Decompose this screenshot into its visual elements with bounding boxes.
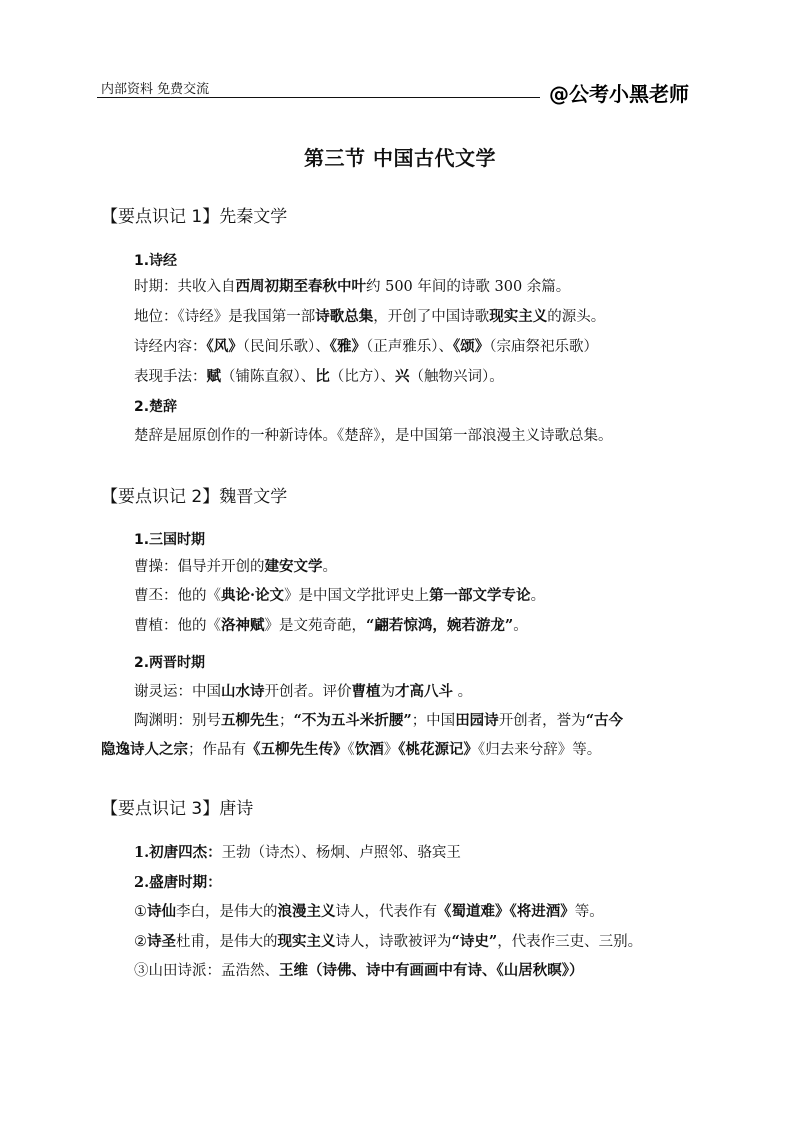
dufu-line xyxy=(134,932,642,952)
text-bold: “翩若惊鸿，婉若游龙” xyxy=(366,617,514,634)
caopi-line xyxy=(134,586,545,606)
text-bold: 洛神赋 xyxy=(221,617,265,634)
page-title: 第三节 中国古代文学 xyxy=(304,146,496,170)
text-span: 陶渊明：别号 xyxy=(134,713,221,729)
text-span: 诗经内容： xyxy=(134,339,207,355)
text-span: 杜甫，是伟大的 xyxy=(176,934,278,950)
text-span: ；中国 xyxy=(411,713,456,729)
text-span: 曹植：他的《 xyxy=(134,618,221,634)
chutang-line xyxy=(134,843,461,863)
text-bold: 兴 xyxy=(395,368,410,385)
shijing-content xyxy=(134,337,598,357)
header-author: @公考小黑老师 xyxy=(549,82,689,106)
text-span: （触物兴词）。 xyxy=(409,369,504,385)
subheading-shijing: 1.诗经 xyxy=(134,253,178,269)
text-span: 谢灵运：中国 xyxy=(134,684,221,700)
text-span: 等。 xyxy=(572,742,602,758)
caozhi-line xyxy=(134,616,528,636)
text-span: 时期：共收入自 xyxy=(134,279,236,295)
text-span: 开创者。评价 xyxy=(264,684,352,700)
shijing-period xyxy=(134,277,570,297)
text-bold: 赋 xyxy=(206,368,221,385)
text-bold: 《风》 xyxy=(206,338,243,355)
text-bold: 饮酒 xyxy=(354,741,384,758)
text-span: 约 500 年间的诗歌 300 余篇。 xyxy=(366,279,571,295)
text-bold: 西周初期至春秋中叶 xyxy=(235,278,366,295)
text-span: 》是中国文学批评史上 xyxy=(284,588,430,604)
text-span: 。 xyxy=(513,618,528,634)
text-bold: “诗史” xyxy=(451,933,498,950)
text-bold: 曹植 xyxy=(351,683,381,700)
text-bold: “古今 xyxy=(585,712,624,729)
text-span: ，代表作三吏、三别。 xyxy=(497,934,643,950)
text-bold: 现实主义 xyxy=(277,933,336,950)
text-span: 。 xyxy=(453,684,473,700)
shijing-status xyxy=(134,307,605,327)
text-bold: 诗圣 xyxy=(147,933,176,950)
text-span: ； xyxy=(279,713,294,729)
shijing-techniques xyxy=(134,367,504,387)
text-bold: 《雅》 xyxy=(329,338,366,355)
text-span: 表现手法： xyxy=(134,369,207,385)
text-span: 曹操：倡导并开创的 xyxy=(134,559,265,575)
text-span: 。 xyxy=(322,559,337,575)
text-span: 为 xyxy=(380,684,395,700)
shengtang-subheading xyxy=(134,873,222,893)
text-span: ① xyxy=(134,904,147,920)
text-bold: 1.初唐四杰： xyxy=(134,844,222,861)
text-span: （比方）、 xyxy=(329,369,395,385)
text-bold: 诗歌总集 xyxy=(315,308,374,325)
text-span: 》是文苑奇葩， xyxy=(264,618,366,634)
text-bold: 《桃花源记》 xyxy=(398,741,478,758)
subheading-sanguo: 1.三国时期 xyxy=(134,532,206,548)
subheading-chuci: 2.楚辞 xyxy=(134,399,178,415)
text-bold: 典论·论文 xyxy=(221,587,285,604)
text-bold: 诗仙 xyxy=(147,903,176,920)
text-span: 《 xyxy=(347,742,355,758)
text-bold: 隐逸诗人之宗 xyxy=(101,741,188,758)
text-span: 的源头。 xyxy=(547,309,606,325)
text-span: （正声雅乐）、 xyxy=(366,339,453,355)
text-span: （民间乐歌）、 xyxy=(242,339,330,355)
text-span: 开创者，誉为 xyxy=(498,713,586,729)
text-span: ；作品有 xyxy=(188,742,246,758)
chuci-desc: 楚辞是屈原创作的一种新诗体。《楚辞》，是中国第一部浪漫主义诗歌总集。 xyxy=(134,428,613,444)
text-bold: 《颂》 xyxy=(453,338,490,355)
text-bold: 《蜀道难》《将进酒》 xyxy=(437,903,575,920)
header-left-text: 内部资料 免费交流 xyxy=(101,82,210,97)
header-rule xyxy=(97,97,540,98)
text-bold: 2.盛唐时期： xyxy=(134,874,222,891)
text-bold: 建安文学 xyxy=(264,558,323,575)
text-span: 《归去来兮辞》 xyxy=(478,742,573,758)
caocao-line xyxy=(134,557,337,577)
text-span: （宗庙祭祀乐歌） xyxy=(489,339,598,355)
section-heading-1: 【要点识记 1】先秦文学 xyxy=(101,207,288,227)
text-span: 诗人，诗歌被评为 xyxy=(335,934,452,950)
text-span: 。 xyxy=(530,588,546,604)
text-span: 诗人，代表作有 xyxy=(335,904,437,920)
text-bold: 现实主义 xyxy=(489,308,548,325)
text-bold: 浪漫主义 xyxy=(277,903,336,920)
text-bold: 才高八斗 xyxy=(395,683,453,700)
xielingyun-line xyxy=(134,682,472,702)
subheading-liangjin: 2.两晋时期 xyxy=(134,655,206,671)
text-span: ② xyxy=(134,934,147,950)
taoyuanming-line-2 xyxy=(101,740,601,760)
text-bold: 王维（诗佛、诗中有画画中有诗、《山居秋暝》） xyxy=(279,962,584,979)
text-span: 》 xyxy=(383,742,399,758)
text-bold: 山水诗 xyxy=(221,683,265,700)
text-bold: 比 xyxy=(315,368,330,385)
text-bold: “不为五斗米折腰” xyxy=(293,712,412,729)
text-span: 地位：《诗经》是我国第一部 xyxy=(134,309,316,325)
text-bold: 田园诗 xyxy=(455,712,499,729)
section-heading-3: 【要点识记 3】唐诗 xyxy=(101,799,254,819)
text-span: 王勃（诗杰）、杨炯、卢照邻、骆宾王 xyxy=(221,845,461,861)
shantian-line xyxy=(134,961,584,981)
text-span: 李白，是伟大的 xyxy=(176,904,278,920)
section-heading-2: 【要点识记 2】魏晋文学 xyxy=(101,487,288,507)
taoyuanming-line-1 xyxy=(134,711,623,731)
text-span: 等。 xyxy=(574,904,604,920)
text-bold: 《五柳先生传》 xyxy=(246,741,348,758)
text-span: （铺陈直叙）、 xyxy=(221,369,316,385)
text-span: ，开创了中国诗歌 xyxy=(373,309,490,325)
text-span: ③山田诗派：孟浩然、 xyxy=(134,963,279,979)
text-bold: 第一部文学专论 xyxy=(429,587,531,604)
text-bold: 五柳先生 xyxy=(221,712,279,729)
text-span: 曹丕：他的《 xyxy=(134,588,221,604)
libai-line xyxy=(134,902,604,922)
